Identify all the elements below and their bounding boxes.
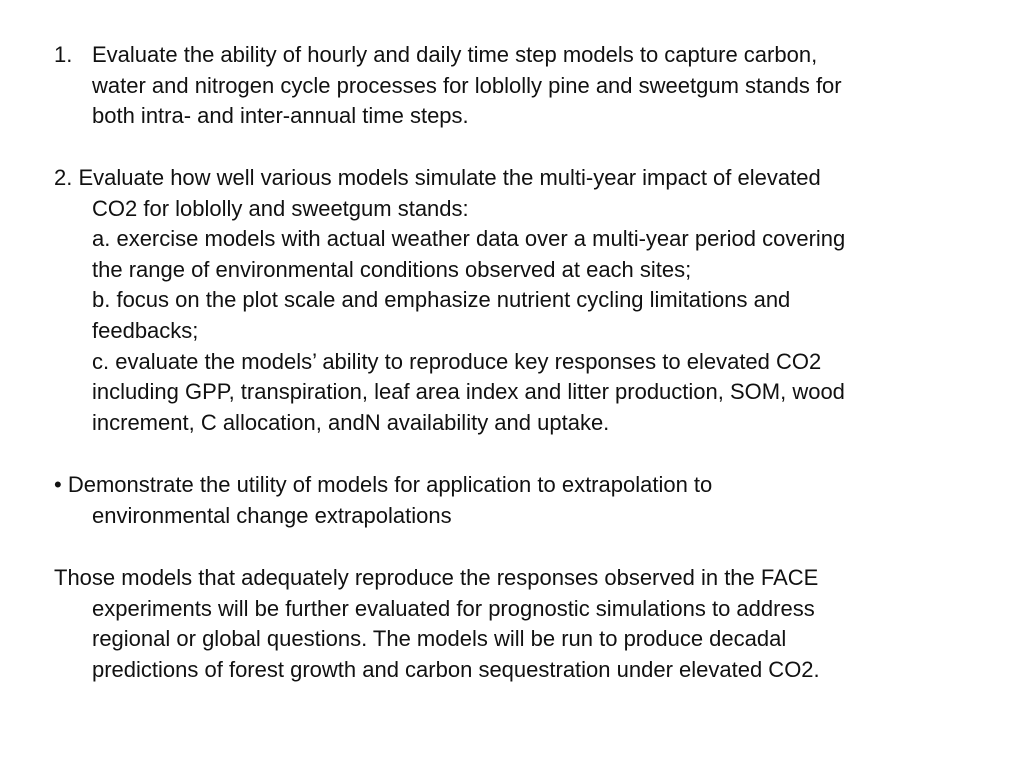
objective-1-number: 1. xyxy=(54,42,73,67)
bullet-line: environmental change extrapolations xyxy=(92,502,452,528)
bullet-demonstrate xyxy=(54,470,984,531)
objective-1-text xyxy=(92,40,842,132)
objective-2-body xyxy=(54,194,984,439)
objective-2-line: CO2 for loblolly and sweetgum stands: xyxy=(92,195,469,221)
objective-2-line: 2. Evaluate how well various models simulate the multi-year impact of elevated xyxy=(54,165,821,190)
objective-2c-line: c. evaluate the models’ ability to reproduce key responses to elevated CO2 xyxy=(92,348,822,374)
closing-line: experiments will be further evaluated for prognostic simulations to address xyxy=(92,595,815,621)
closing-line: Those models that adequately reproduce the responses observed in the FACE xyxy=(54,565,819,590)
closing-line: predictions of forest growth and carbon sequestration under elevated CO2. xyxy=(92,656,820,682)
objective-2b-line: b. focus on the plot scale and emphasize nutrient cycling limitations and xyxy=(92,287,791,313)
objective-2 xyxy=(54,163,984,438)
objective-1-line: Evaluate the ability of hourly and daily time step models to capture carbon, xyxy=(92,42,818,67)
objective-1-line: water and nitrogen cycle processes for loblolly pine and sweetgum stands for xyxy=(92,72,842,98)
objective-1 xyxy=(54,40,984,132)
bullet-line: • Demonstrate the utility of models for application to extrapolation to xyxy=(54,472,713,497)
objective-2a-line: the range of environmental conditions observed at each sites; xyxy=(92,256,692,282)
objective-2a-line: a. exercise models with actual weather data over a multi-year period covering xyxy=(92,226,846,252)
closing-paragraph xyxy=(54,563,984,685)
closing-continuation xyxy=(54,594,984,686)
objective-2b-line: feedbacks; xyxy=(92,317,199,343)
closing-line: regional or global questions. The models will be run to produce decadal xyxy=(92,626,787,652)
objective-1-line: both intra- and inter-annual time steps. xyxy=(92,103,469,129)
objective-2c-line: increment, C allocation, andN availability and uptake. xyxy=(92,409,610,435)
bullet-continuation xyxy=(54,501,984,532)
objective-2c-line: including GPP, transpiration, leaf area index and litter production, SOM, wood xyxy=(92,379,845,405)
